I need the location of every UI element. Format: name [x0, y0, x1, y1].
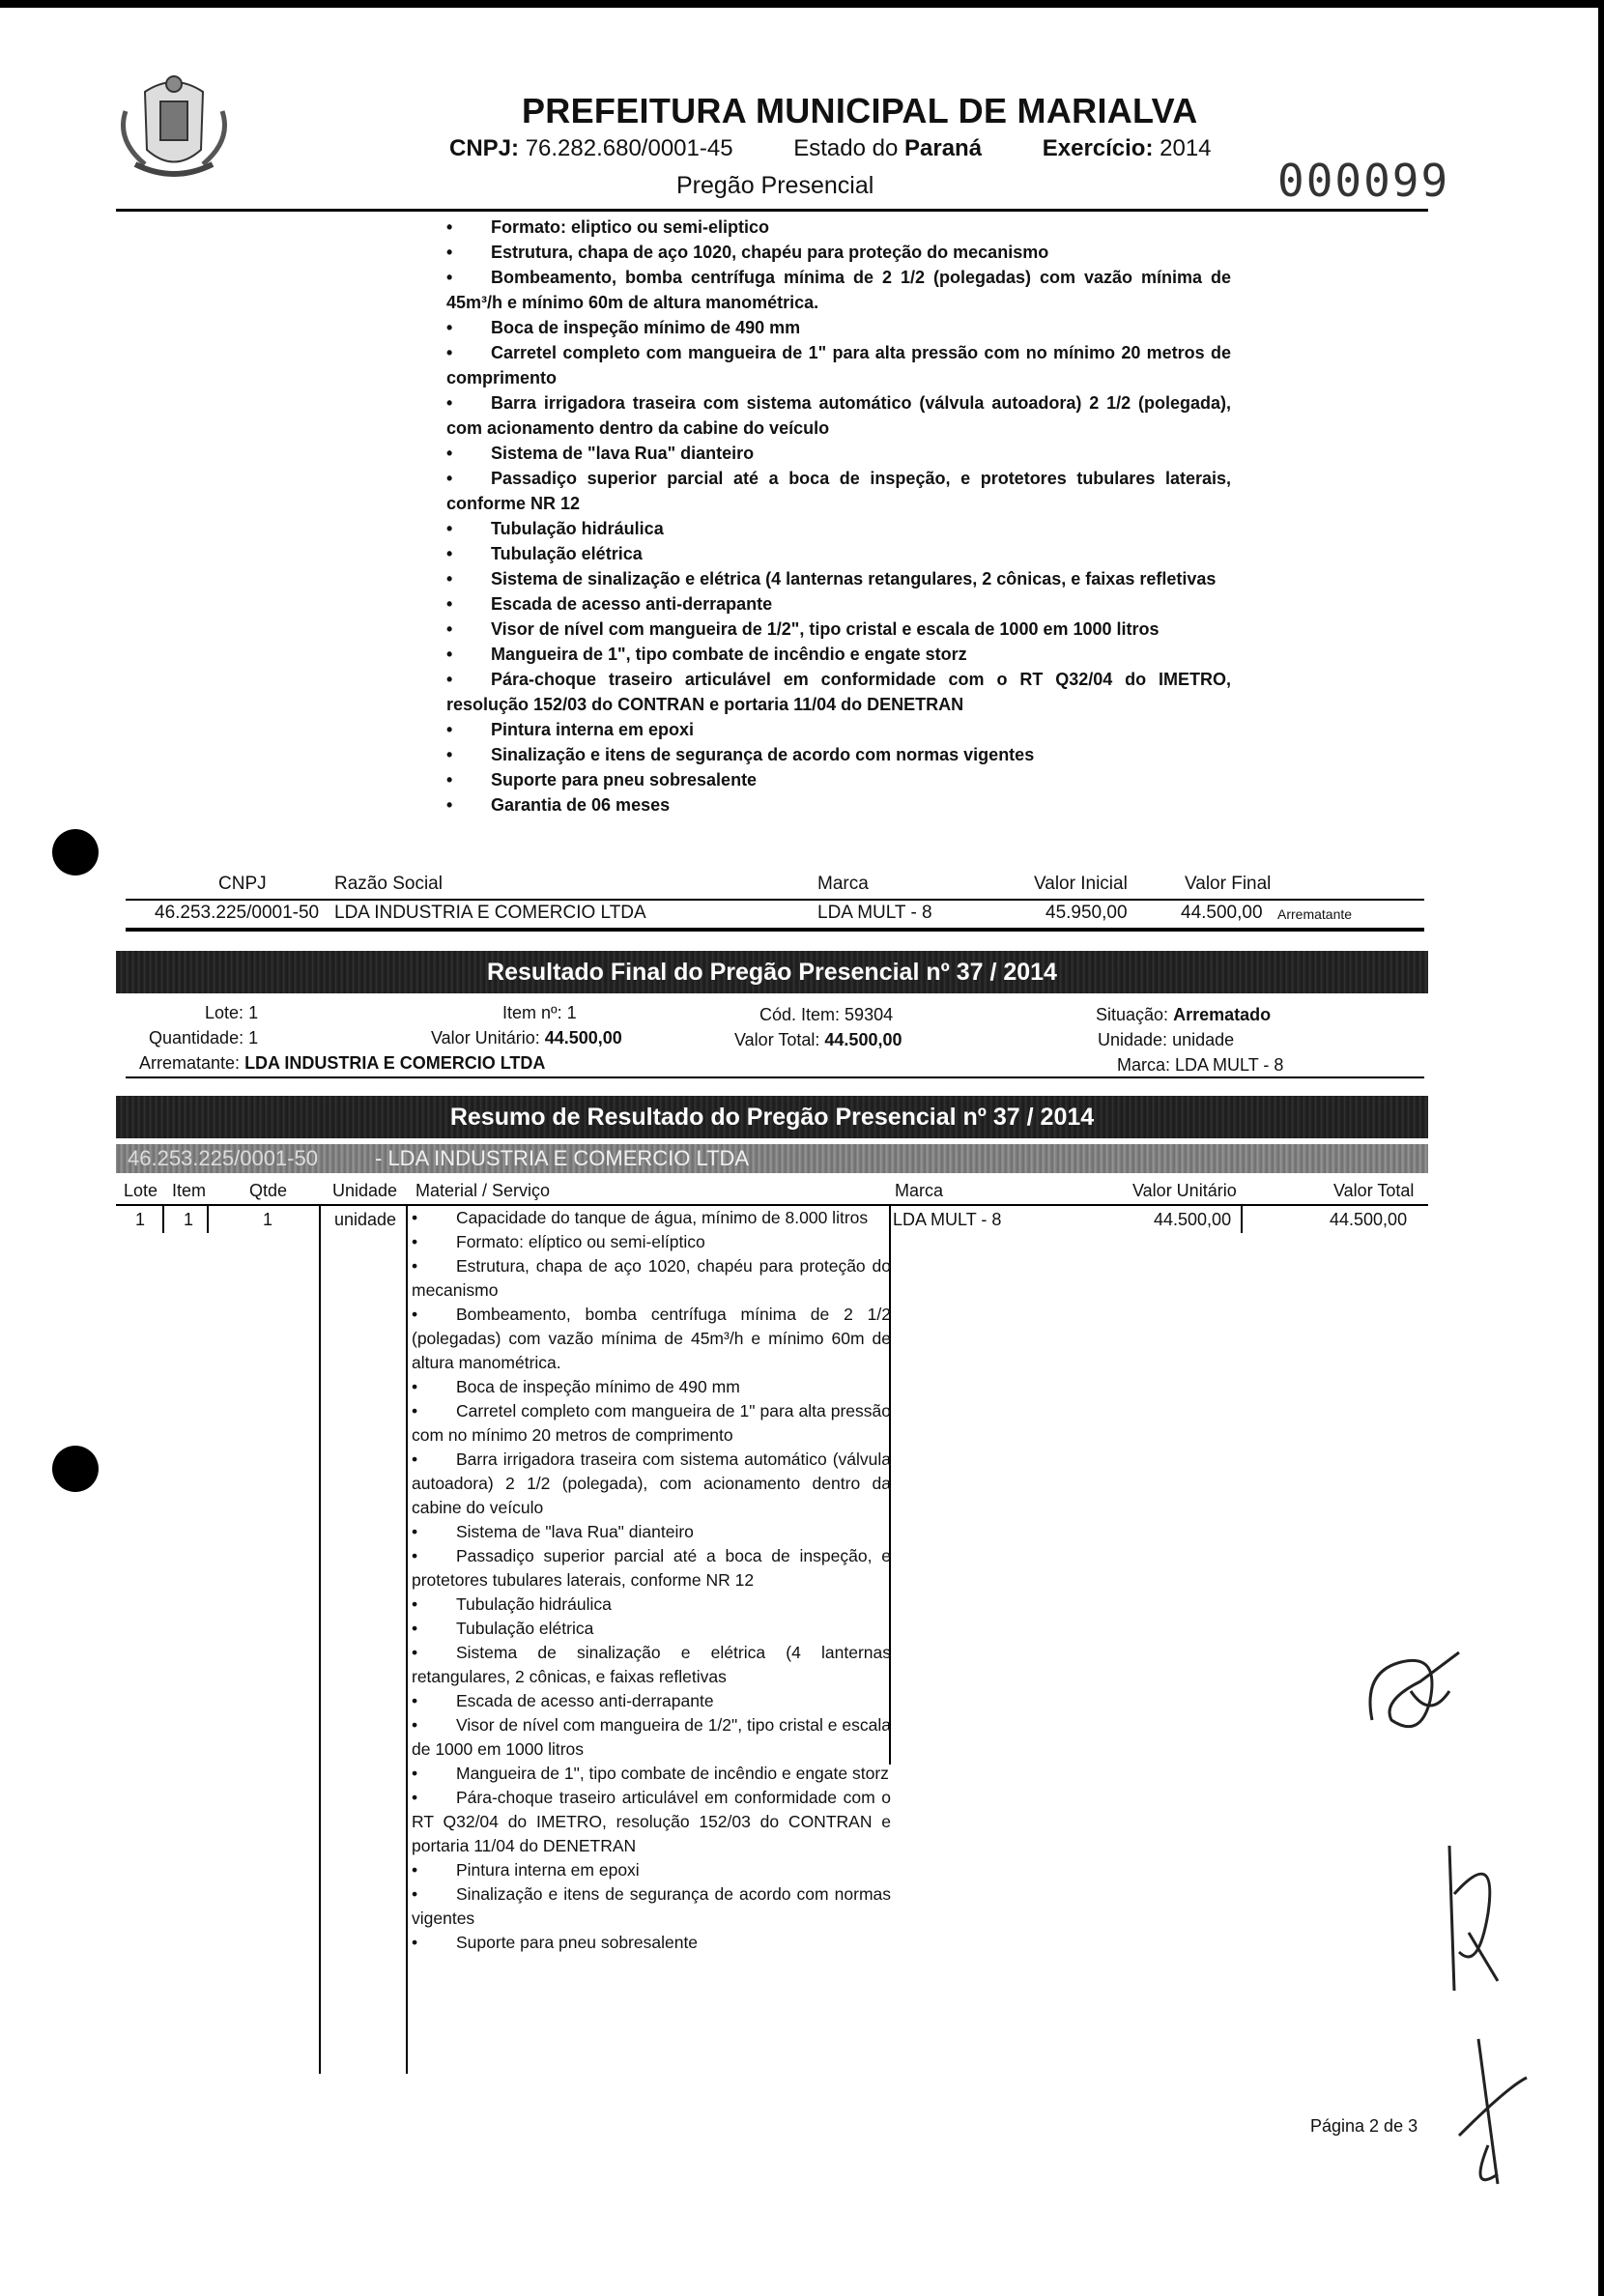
list-item: • Escada de acesso anti-derrapante: [446, 591, 1231, 617]
list-item: • Bombeamento, bomba centrífuga mínima de 2 1/2 (polegadas) com vazão mínima de 45m³/h e mínimo 60m de altura manométrica.: [412, 1303, 891, 1375]
list-item: • Visor de nível com mangueira de 1/2", tipo cristal e escala de 1000 em 1000 litros: [412, 1713, 891, 1762]
company-band: [116, 1144, 1428, 1173]
lote-field: [205, 1003, 258, 1023]
situacao-value: Arrematado: [1173, 1005, 1272, 1024]
list-item: • Estrutura, chapa de aço 1020, chapéu para proteção do mecanismo: [446, 240, 1231, 265]
valor-unitario-field: [431, 1028, 622, 1048]
list-item: • Carretel completo com mangueira de 1" para alta pressão com no mínimo 20 metros de comprimento: [446, 340, 1231, 390]
list-item: • Pintura interna em epoxi: [412, 1858, 891, 1882]
list-item: • Sistema de "lava Rua" dianteiro: [412, 1520, 891, 1544]
material-description: [412, 1206, 891, 1955]
page-subtitle: Pregão Presencial: [676, 172, 874, 199]
proposal-cnpj: 46.253.225/0001-50: [155, 903, 320, 923]
list-item: • Formato: elíptico ou semi-elíptico: [412, 1230, 891, 1254]
column-divider: [162, 1204, 164, 1233]
cnpj-value: 76.282.680/0001-45: [525, 135, 733, 161]
situacao-label: Situação:: [1096, 1005, 1169, 1024]
list-item: • Pára-choque traseiro articulável em conformidade com o RT Q32/04 do IMETRO, resolução 152/03 do CONTRAN e portaria 11/04 do DENETRAN: [446, 667, 1231, 717]
col-header-cnpj: CNPJ: [218, 874, 267, 894]
valor-unitario-value: 44.500,00: [544, 1028, 622, 1048]
row-valor-total: 44.500,00: [1330, 1210, 1408, 1229]
list-item: • Pintura interna em epoxi: [446, 717, 1231, 742]
valor-total-field: [734, 1030, 902, 1050]
list-item: • Pára-choque traseiro articulável em conformidade com o RT Q32/04 do IMETRO, resolução 152/03 do CONTRAN e portaria 11/04 do DENETRAN: [412, 1786, 891, 1858]
item-field: [502, 1003, 577, 1023]
row-lote: 1: [135, 1210, 146, 1229]
list-item: • Formato: eliptico ou semi-eliptico: [446, 215, 1231, 240]
list-item: • Tubulação hidráulica: [446, 516, 1231, 541]
lote-label: Lote:: [205, 1003, 244, 1022]
proposal-marca: LDA MULT - 8: [817, 903, 932, 923]
arrematante-field: [139, 1053, 545, 1074]
list-item: • Tubulação elétrica: [446, 541, 1231, 566]
quantidade-value: 1: [248, 1028, 259, 1048]
proposal-razao: LDA INDUSTRIA E COMERCIO LTDA: [334, 903, 646, 923]
list-item: • Sinalização e itens de segurança de acordo com normas vigentes: [446, 742, 1231, 767]
list-item: • Sistema de "lava Rua" dianteiro: [446, 441, 1231, 466]
cnpj-label: CNPJ:: [449, 135, 520, 161]
column-divider: [319, 1204, 321, 2074]
arrematante-value: LDA INDUSTRIA E COMERCIO LTDA: [244, 1053, 546, 1073]
municipal-crest-icon: [116, 72, 232, 179]
col-header-qtde: Qtde: [249, 1181, 288, 1200]
resumo-banner: Resumo de Resultado do Pregão Presencial nº 37 / 2014: [116, 1096, 1428, 1138]
list-item: • Sinalização e itens de segurança de acordo com normas vigentes: [412, 1882, 891, 1931]
row-item: 1: [184, 1210, 194, 1229]
list-item: • Capacidade do tanque de água, mínimo de 8.000 litros: [412, 1206, 891, 1230]
page-number: Página 2 de 3: [1310, 2116, 1418, 2136]
list-item: • Mangueira de 1", tipo combate de incêndio e engate storz: [412, 1762, 891, 1786]
marca-value: LDA MULT - 8: [1175, 1055, 1284, 1075]
list-item: • Tubulação elétrica: [412, 1617, 891, 1641]
col-header-material: Material / Serviço: [415, 1181, 551, 1200]
cod-item-value: 59304: [845, 1005, 894, 1024]
lote-value: 1: [248, 1003, 259, 1022]
list-item: • Suporte para pneu sobresalente: [446, 767, 1231, 792]
col-header-valor-unitario: Valor Unitário: [1132, 1181, 1237, 1200]
quantidade-label: Quantidade:: [149, 1028, 244, 1048]
company-cnpj: 46.253.225/0001-50: [128, 1146, 318, 1170]
punch-hole-upper: [52, 829, 99, 875]
exercicio-value: 2014: [1160, 135, 1212, 161]
unidade-label: Unidade:: [1098, 1030, 1168, 1049]
list-item: • Passadiço superior parcial até a boca de inspeção, e protetores tubulares laterais, conforme NR 12: [412, 1544, 891, 1593]
list-item: • Bombeamento, bomba centrífuga mínima de 2 1/2 (polegadas) com vazão mínima de 45m³/h e mínimo 60m de altura manométrica.: [446, 265, 1231, 315]
scan-right-border: [1598, 0, 1604, 2296]
list-item: • Escada de acesso anti-derrapante: [412, 1689, 891, 1713]
page-title: PREFEITURA MUNICIPAL DE MARIALVA: [522, 91, 1198, 130]
list-item: • Tubulação hidráulica: [412, 1593, 891, 1617]
list-item: • Passadiço superior parcial até a boca de inspeção, e protetores tubulares laterais, conforme NR 12: [446, 466, 1231, 516]
signature-initials-icon: [1353, 1633, 1478, 1759]
arrematante-label: Arrematante:: [139, 1053, 241, 1073]
item-value: 1: [566, 1003, 577, 1022]
list-item: • Boca de inspeção mínimo de 490 mm: [412, 1375, 891, 1399]
cod-item-label: Cód. Item:: [759, 1005, 841, 1024]
list-item: • Garantia de 06 meses: [446, 792, 1231, 818]
proposal-valor-inicial: 45.950,00: [1045, 903, 1128, 923]
resultado-final-banner: Resultado Final do Pregão Presencial nº 37 / 2014: [116, 951, 1428, 993]
unidade-field: [1098, 1030, 1234, 1050]
punch-hole-lower: [52, 1446, 99, 1492]
table-rule: [126, 899, 1424, 901]
unidade-value: unidade: [1172, 1030, 1235, 1049]
estado-label: Estado do: [793, 135, 899, 161]
proposal-status: Arrematante: [1277, 906, 1353, 922]
cod-item-field: [759, 1005, 893, 1025]
col-header-item: Item: [172, 1181, 207, 1200]
header-divider: [116, 209, 1428, 212]
col-header-valor-total: Valor Total: [1333, 1181, 1415, 1200]
column-divider: [406, 1204, 408, 2074]
list-item: • Sistema de sinalização e elétrica (4 lanternas retangulares, 2 cônicas, e faixas refletivas: [446, 566, 1231, 591]
col-header-marca: Marca: [895, 1181, 944, 1200]
header-info-line: [449, 135, 1212, 162]
spec-bullet-list: [446, 215, 1231, 818]
list-item: • Barra irrigadora traseira com sistema automático (válvula autoadora) 2 1/2 (polegada), com acionamento dentro da cabine do veículo: [446, 390, 1231, 441]
valor-total-value: 44.500,00: [824, 1030, 902, 1049]
estado-value: Paraná: [904, 135, 983, 161]
valor-unitario-label: Valor Unitário:: [431, 1028, 540, 1048]
row-qtde: 1: [263, 1210, 273, 1229]
marca-label: Marca:: [1117, 1055, 1171, 1075]
col-header-lote: Lote: [124, 1181, 158, 1200]
page-stamp-number: 000099: [1277, 155, 1450, 207]
valor-total-label: Valor Total:: [734, 1030, 820, 1049]
col-header-unidade: Unidade: [332, 1181, 398, 1200]
col-header-valor-inicial: Valor Inicial: [1034, 874, 1128, 894]
list-item: • Suporte para pneu sobresalente: [412, 1931, 891, 1955]
col-header-marca: Marca: [817, 874, 869, 894]
company-name: - LDA INDUSTRIA E COMERCIO LTDA: [375, 1146, 750, 1170]
list-item: • Barra irrigadora traseira com sistema automático (válvula autoadora) 2 1/2 (polegada), com acionamento dentro da cabine do veículo: [412, 1448, 891, 1520]
quantidade-field: [149, 1028, 258, 1048]
signature-stroke-icon: [1449, 2029, 1536, 2194]
exercicio-label: Exercício:: [1042, 135, 1154, 161]
list-item: • Mangueira de 1", tipo combate de incêndio e engate storz: [446, 642, 1231, 667]
col-header-razao: Razão Social: [334, 874, 443, 894]
signature-mark-icon: [1430, 1836, 1517, 2000]
situacao-field: [1096, 1005, 1271, 1025]
proposal-valor-final: 44.500,00: [1181, 903, 1263, 923]
column-divider: [207, 1204, 209, 1233]
scan-top-border: [0, 0, 1604, 8]
item-label: Item nº:: [502, 1003, 562, 1022]
list-item: • Estrutura, chapa de aço 1020, chapéu para proteção do mecanismo: [412, 1254, 891, 1303]
section-rule: [126, 1076, 1424, 1078]
marca-field: [1117, 1055, 1283, 1076]
list-item: • Sistema de sinalização e elétrica (4 lanternas retangulares, 2 cônicas, e faixas refletivas: [412, 1641, 891, 1689]
row-marca: LDA MULT - 8: [893, 1210, 1002, 1229]
row-valor-unitario: 44.500,00: [1154, 1210, 1232, 1229]
column-divider: [1241, 1204, 1243, 1233]
row-unidade: unidade: [334, 1210, 397, 1229]
table-rule: [126, 928, 1424, 932]
list-item: • Carretel completo com mangueira de 1" para alta pressão com no mínimo 20 metros de comprimento: [412, 1399, 891, 1448]
list-item: • Boca de inspeção mínimo de 490 mm: [446, 315, 1231, 340]
list-item: • Visor de nível com mangueira de 1/2", tipo cristal e escala de 1000 em 1000 litros: [446, 617, 1231, 642]
col-header-valor-final: Valor Final: [1185, 874, 1272, 894]
